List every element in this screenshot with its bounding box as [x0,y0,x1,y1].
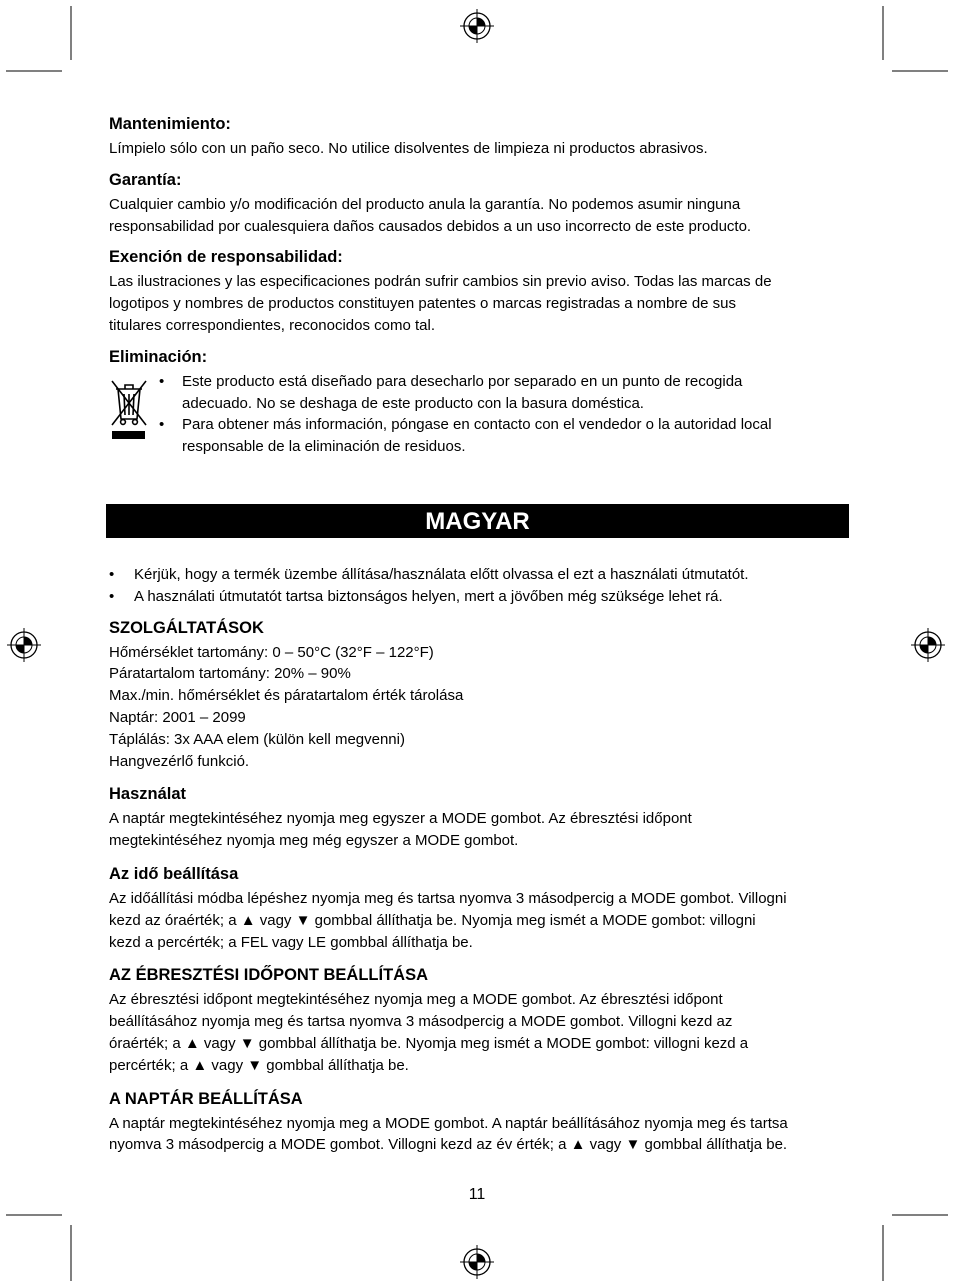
registration-mark-left [7,628,41,662]
text-line: Cualquier cambio y/o modificación del producto anula la garantía. No podemos asumir ninguna [109,195,741,213]
list-item: • A használati útmutatót tartsa biztonságos helyen, mert a jövőben még szüksége lehet rá. [109,586,849,608]
text-line: Páratartalom tartomány: 20% – 90% [109,665,351,683]
text-line: logotipos y nombres de productos constituyen patentes o marcas registradas a nombre de sus [109,295,737,313]
section-title: AZ ÉBRESZTÉSI IDŐPONT BEÁLLÍTÁSA [109,966,429,985]
text-line: Táplálás: 3x AAA elem (külön kell megvenni) [109,730,405,748]
section-title: Exención de responsabilidad: [109,248,343,267]
text-line: Las ilustraciones y las especificaciones podrán sufrir cambios sin previo aviso. Todas las marcas de [109,273,772,291]
section-features [109,618,849,773]
list-item: • Para obtener más información, póngase en contacto con el vendedor o la autoridad local responsable de la eliminación de residuos. [109,414,772,458]
text-line: óraérték; a ▲ vagy ▼ gombbal állíthatja be. Nyomja meg ismét a MODE gombot: villogni kezd a [109,1034,749,1052]
section-title: Garantía: [109,170,182,189]
section-warranty [109,170,849,238]
text-line: beállításához nyomja meg és tartsa nyomva 3 másodpercig a MODE gombot. Villogni kezd az [109,1013,733,1031]
registration-mark-right [911,628,945,662]
page-content [109,114,849,1168]
text-line: kezd a percérték; a FEL vagy LE gombbal állíthatja be. [109,933,473,951]
section-usage [109,784,849,852]
section-disposal [109,347,849,458]
registration-mark-top [460,9,494,43]
section-title: SZOLGÁLTATÁSOK [109,618,264,637]
section-title: Az idő beállítása [109,864,239,883]
intro-list [109,564,849,608]
text-line: nyomva 3 másodpercig a MODE gombot. Villogni kezd az év érték; a ▲ vagy ▼ gombbal állíthatja be. [109,1136,788,1154]
text-line: Max./min. hőmérséklet és páratartalom érték tárolása [109,687,464,705]
text-line: Hőmérséklet tartomány: 0 – 50°C (32°F – 122°F) [109,643,434,661]
text-line: A naptár megtekintéséhez nyomja meg a MODE gombot. A naptár beállításához nyomja meg és tartsa [109,1114,788,1132]
section-maintenance [109,114,849,160]
registration-mark-bottom [460,1245,494,1279]
section-disclaimer [109,247,849,336]
text-line: A naptár megtekintéséhez nyomja meg egyszer a MODE gombot. Az ébresztési időpont [109,810,692,828]
section-calendar-setting [109,1089,849,1157]
list-item: • Este producto está diseñado para desecharlo por separado en un punto de recogida adecuado. No se deshaga de este producto con la basura doméstica. [109,371,772,415]
text-line: megtekintéséhez nyomja meg még egyszer a MODE gombot. [109,832,519,850]
disposal-list [109,371,772,458]
text-line: titulares correspondientes, reconocidos como tal. [109,316,436,334]
section-title: Eliminación: [109,347,208,366]
section-text: Límpielo sólo con un paño seco. No utilice disolventes de limpieza ni productos abrasivos. [109,140,708,157]
section-title: Használat [109,785,187,804]
text-line: Az ébresztési időpont megtekintéséhez nyomja meg a MODE gombot. Az ébresztési időpont [109,991,723,1009]
text-line: percérték; a ▲ vagy ▼ gombbal állíthatja be. [109,1056,409,1074]
section-alarm-setting [109,965,849,1076]
text-line: responsabilidad por cualesquiera daños causados debidos a un uso incorrecto de este producto. [109,217,752,235]
list-item: • Kérjük, hogy a termék üzembe állítása/használata előtt olvassa el ezt a használati útmutatót. [109,564,849,586]
text-line: Naptár: 2001 – 2099 [109,708,246,726]
text-line: Hangvezérlő funkció. [109,752,250,770]
page-number: 11 [468,1186,486,1203]
language-header: MAGYAR [106,504,849,538]
text-line: Az időállítási módba lépéshez nyomja meg és tartsa nyomva 3 másodpercig a MODE gombot. Villogni [109,889,787,907]
section-title: A NAPTÁR BEÁLLÍTÁSA [109,1089,303,1108]
text-line: kezd az óraérték; a ▲ vagy ▼ gombbal állíthatja be. Nyomja meg ismét a MODE gombot: villogni [109,911,756,929]
section-title: Mantenimiento: [109,115,231,133]
section-time-setting [109,864,849,953]
